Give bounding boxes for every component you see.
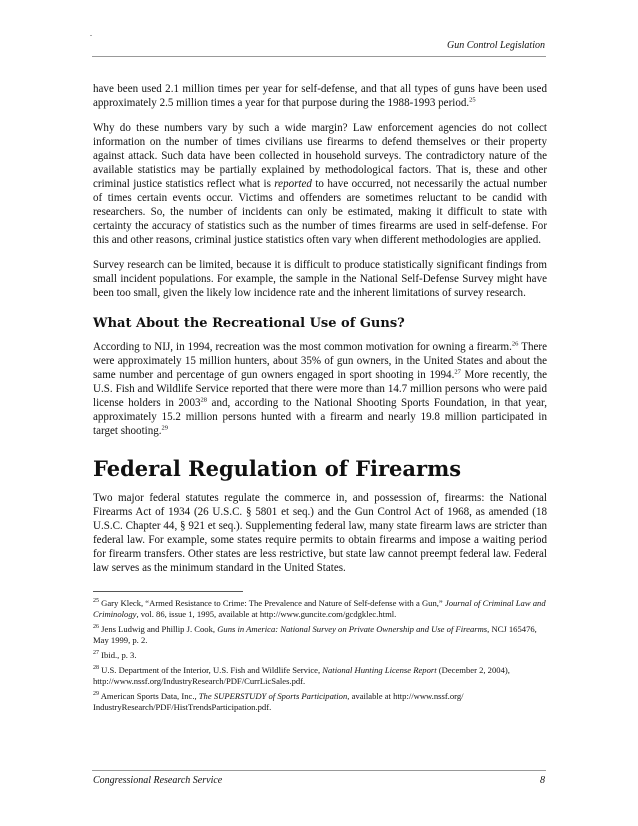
footnote-ref-29[interactable]: 29 (161, 424, 169, 432)
paragraph-why-vary (93, 121, 547, 247)
footer-rule (92, 770, 546, 771)
footnote-title: National Hunting License Report (322, 665, 437, 675)
paragraph-text: There were approximately 15 million hunters, about 35% of gun owners, in the United States and about the same number and percentage of gun owners engaged in sport shooting in 1994. (93, 341, 547, 381)
section-heading-recreational: What About the Recreational Use of Guns? (93, 316, 405, 331)
footnote-29 (93, 691, 547, 713)
footnote-text: American Sports Data, Inc., (100, 691, 199, 701)
footnote-text: , NCJ 165476, May 1999, p. 2. (93, 624, 537, 645)
footnote-text: U.S. Department of the Interior, U.S. Fish and Wildlife Service, (101, 665, 323, 675)
page-dot: . (90, 29, 92, 38)
footnote-28 (93, 665, 547, 687)
main-heading-federal-regulation: Federal Regulation of Firearms (93, 456, 462, 481)
footnote-text: Jens Ludwig and Phillip J. Cook, (101, 624, 218, 634)
emphasis-reported: reported (274, 178, 312, 190)
footnote-26 (93, 624, 547, 646)
footnote-25 (93, 598, 547, 620)
footnote-text: , available at http://www.nssf.org/ IndustryResearch/PDF/HistTrendsParticipation.pdf. (93, 691, 464, 712)
footnote-ref-27[interactable]: 27 (454, 368, 461, 376)
footnote-title: The SUPERSTUDY of Sports Participation (198, 691, 348, 701)
footnote-text: , vol. 86, issue 1, 1995, available at http://www.guncite.com/gcdgklec.html. (136, 609, 397, 619)
footnote-number: 29 (93, 691, 99, 698)
footnote-title: Journal of Criminal Law and Criminology (93, 598, 546, 619)
paragraph-text: to have occurred, not necessarily the actual number of times certain events occur. Victims and offenders are sometimes reluctant to be candid with researchers. So, the number of incidents can only be estimated, making it difficult to state with certainty the accuracy of statistics such as the number of times firearms are used in self-defense. For this and other reasons, criminal justice statistics often vary when different methodologies are applied. (93, 178, 547, 246)
footer-source: Congressional Research Service (93, 775, 223, 786)
running-header: Gun Control Legislation (447, 40, 545, 51)
footnote-number: 26 (93, 624, 99, 631)
footnote-rule (93, 591, 243, 592)
paragraph-survey-limits: Survey research can be limited, because it is difficult to produce statistically significant findings from small incident populations. For example, the sample in the National Self-Defense Survey might have been too small, given the likely low incidence rate and the inherent limitations of survey research. (93, 259, 547, 299)
paragraph-self-defense-stats (93, 82, 547, 110)
paragraph-text: According to NIJ, in 1994, recreation was the most common motivation for owning a firearm. (93, 341, 512, 353)
paragraph-text: More recently, the U.S. Fish and Wildlife Service reported that there were more than 14.7 million persons who were paid license holders in 2003 (93, 369, 547, 409)
header-rule (92, 56, 546, 57)
paragraph-recreation (93, 340, 547, 438)
paragraph-text: and, according to the National Shooting Sports Foundation, in that year, approximately 15.2 million persons hunted with a firearm and nearly 19.8 million participated in target shooting. (93, 397, 547, 437)
footnote-27 (93, 650, 547, 661)
footnote-text: (December 2, 2004), http://www.nssf.org/IndustryResearch/PDF/CurrLicSales.pdf. (93, 665, 510, 686)
footnote-ref-25[interactable]: 25 (469, 96, 476, 104)
document-body (93, 82, 547, 717)
footnote-number: 27 (93, 650, 99, 657)
footnote-number: 28 (93, 665, 99, 672)
paragraph-text: have been used 2.1 million times per year for self-defense, and that all types of guns have been used approximately 2.5 million times a year for that purpose during the 1988-1993 period. (93, 83, 547, 109)
paragraph-federal-statutes: Two major federal statutes regulate the commerce in, and possession of, firearms: the National Firearms Act of 1934 (26 U.S.C. § 5801 et seq.) and the Gun Control Act of 1968, as amended (18 U.S.C. Chapter 44, § 921 et seq.). Supplementing federal law, many state firearm laws are stricter than federal law. For example, some states require permits to obtain firearms and impose a waiting period for firearm transfers. Other states are less restrictive, but state law cannot preempt federal law. Federal law serves as the minimum standard in the United States. (93, 492, 547, 574)
footnote-ref-26[interactable]: 26 (511, 340, 519, 348)
footnote-number: 25 (93, 598, 99, 605)
page-number: 8 (540, 775, 545, 786)
footnote-title: Guns in America: National Survey on Private Ownership and Use of Firearms (217, 624, 488, 634)
footnote-ref-28[interactable]: 28 (200, 396, 207, 404)
footnote-text: Gary Kleck, “Armed Resistance to Crime: The Prevalence and Nature of Self-defense with a Gun,” (101, 598, 445, 608)
paragraph-text: Why do these numbers vary by such a wide margin? Law enforcement agencies do not collect information on the number of times civilians use firearms to defend themselves or their property against attack. Such data have been collected in household surveys. The contradictory nature of the available statistics may be partially explained by methodological factors. That is, these and other criminal justice statistics reflect what is (93, 122, 547, 190)
footnote-text: Ibid., p. 3. (101, 650, 137, 660)
